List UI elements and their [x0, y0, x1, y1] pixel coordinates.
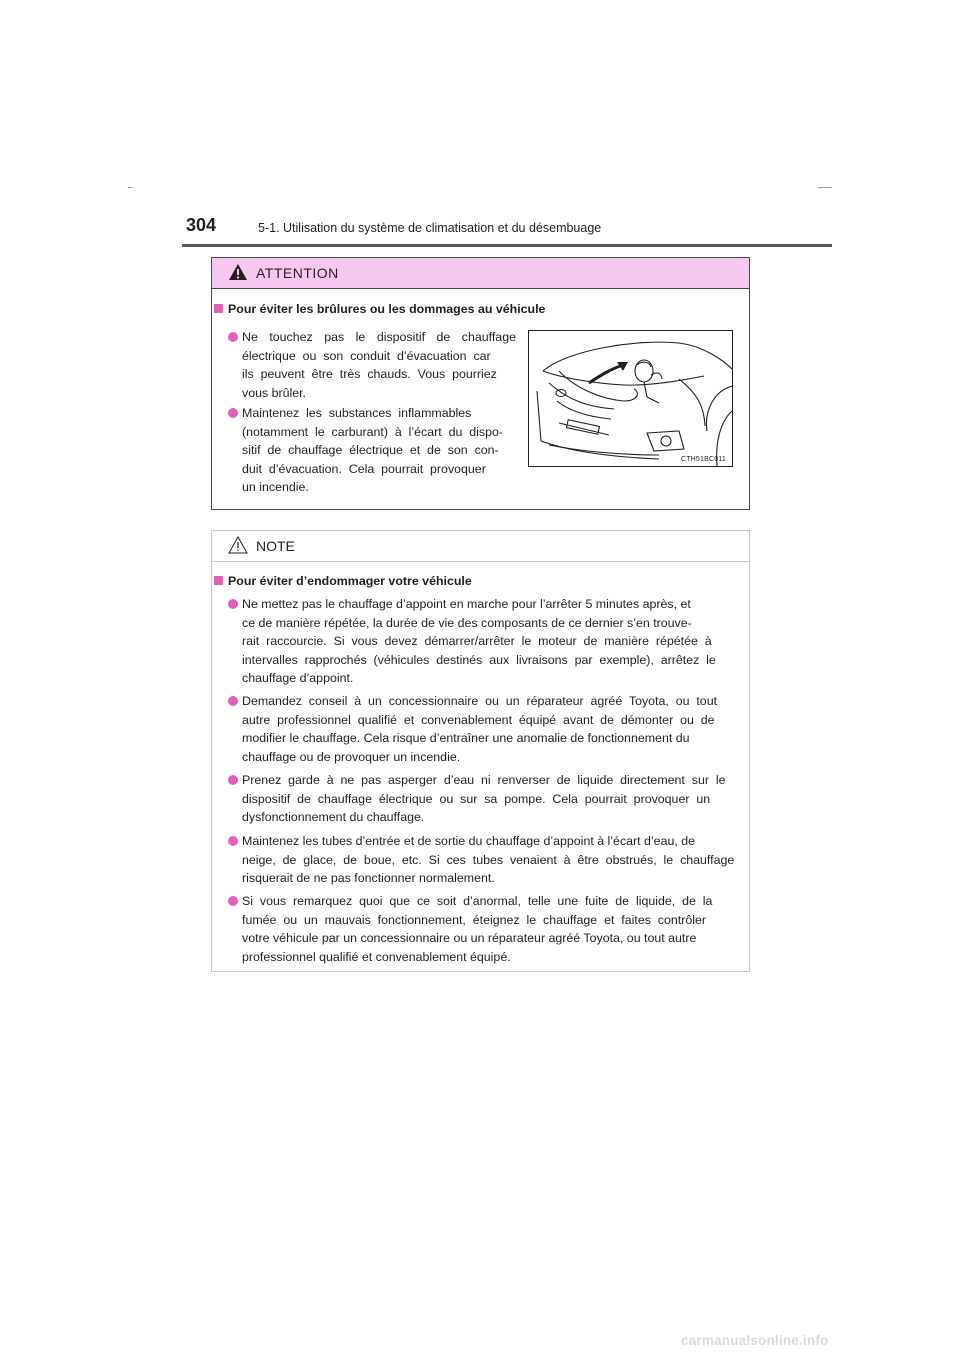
bullet-line: (notamment le carburant) à l’écart du dispo- — [242, 424, 504, 439]
bullet-line: fumée ou un mauvais fonctionnement, éteignez le chauffage et faites contrôler — [242, 912, 707, 927]
bullet-line: électrique ou son conduit d’évacuation car — [242, 348, 491, 363]
round-bullet-icon — [228, 896, 238, 906]
warning-triangle-icon — [228, 263, 248, 281]
attention-box — [211, 257, 750, 510]
bullet-line: chauffage d’appoint. — [242, 671, 354, 686]
note-triangle-icon — [228, 536, 248, 554]
bullet-line: ce de manière répétée, la durée de vie des composants de ce dernier s’en trouve- — [242, 615, 692, 630]
square-bullet-icon — [214, 576, 223, 585]
round-bullet-icon — [228, 836, 238, 846]
bullet-line: risquerait de ne pas fonctionner normalement. — [242, 871, 495, 886]
figure-caption: CTH51BC011 — [680, 456, 726, 463]
note-bullet-3 — [228, 771, 744, 827]
bullet-line: sitif de chauffage électrique et de son con- — [242, 443, 499, 458]
bullet-line: Maintenez les substances inflammables — [242, 406, 472, 420]
car-heater-figure — [529, 331, 732, 466]
chapter-title: 5-1. Utilisation du système de climatisation et du désembuage — [258, 221, 602, 235]
crop-mark-left — [128, 187, 133, 188]
watermark: carmanualsonline.info — [681, 1333, 829, 1348]
bullet-line: vous brûler. — [242, 385, 307, 400]
bullet-line: neige, de glace, de boue, etc. Si ces tubes venaient à être obstrués, le chauffage — [242, 852, 735, 867]
attention-bullet-1 — [228, 328, 516, 402]
round-bullet-icon — [228, 332, 238, 342]
bullet-line: Prenez garde à ne pas asperger d’eau ni renverser de liquide directement sur le — [242, 773, 726, 787]
bullet-line: professionnel qualifié et convenablement équipé. — [242, 949, 511, 964]
note-section-title-text: Pour éviter d’endommager votre véhicule — [228, 574, 472, 588]
car-front-illustration — [528, 330, 733, 467]
note-bullet-2 — [228, 692, 744, 766]
round-bullet-icon — [228, 775, 238, 785]
bullet-line: Demandez conseil à un concessionnaire ou un réparateur agréé Toyota, ou tout — [242, 694, 718, 708]
note-header — [212, 531, 749, 562]
bullet-line: dysfonctionnement du chauffage. — [242, 810, 425, 825]
bullet-line: un incendie. — [242, 480, 309, 495]
note-bullet-5 — [228, 892, 744, 966]
attention-label: ATTENTION — [256, 265, 339, 281]
bullet-line: dispositif de chauffage électrique ou sur sa pompe. Cela pourrait provoquer un — [242, 791, 711, 806]
bullet-line: Ne mettez pas le chauffage d’appoint en marche pour l’arrêter 5 minutes après, et — [242, 597, 691, 611]
round-bullet-icon — [228, 696, 238, 706]
crop-mark-right — [818, 187, 832, 188]
note-section-title — [214, 574, 472, 588]
bullet-line: Maintenez les tubes d’entrée et de sortie du chauffage d’appoint à l’écart d’eau, de — [242, 834, 696, 848]
note-bullet-4 — [228, 832, 744, 888]
attention-header — [212, 258, 749, 289]
attention-bullet-2 — [228, 404, 516, 497]
bullet-line: chauffage ou de provoquer un incendie. — [242, 749, 461, 764]
bullet-line: modifier le chauffage. Cela risque d’entraîner une anomalie de fonctionnement du — [242, 731, 690, 746]
page-number: 304 — [186, 215, 217, 235]
attention-section-title-text: Pour éviter les brûlures ou les dommages au véhicule — [228, 302, 546, 316]
round-bullet-icon — [228, 599, 238, 609]
bullet-line: Si vous remarquez quoi que ce soit d’anormal, telle une fuite de liquide, de la — [242, 894, 713, 908]
bullet-line: intervalles rapprochés (véhicules destinés aux livraisons par exemple), arrêtez le — [242, 652, 716, 667]
header-rule — [182, 244, 832, 247]
round-bullet-icon — [228, 408, 238, 418]
bullet-line: rait raccourcie. Si vous devez démarrer/arrêter le moteur de manière répétée à — [242, 634, 712, 649]
bullet-line: Ne touchez pas le dispositif de chauffage — [242, 330, 516, 344]
note-bullet-1 — [228, 595, 744, 688]
note-label: NOTE — [256, 538, 295, 554]
bullet-line: autre professionnel qualifié et convenablement équipé avant de démonter ou de — [242, 712, 715, 727]
bullet-line: votre véhicule par un concessionnaire ou un réparateur agréé Toyota, ou tout autre — [242, 931, 697, 946]
attention-section-title — [214, 302, 545, 316]
note-box — [211, 530, 750, 972]
bullet-line: ils peuvent être très chauds. Vous pourriez — [242, 367, 497, 382]
bullet-line: duit d’évacuation. Cela pourrait provoquer — [242, 461, 486, 476]
square-bullet-icon — [214, 304, 223, 313]
